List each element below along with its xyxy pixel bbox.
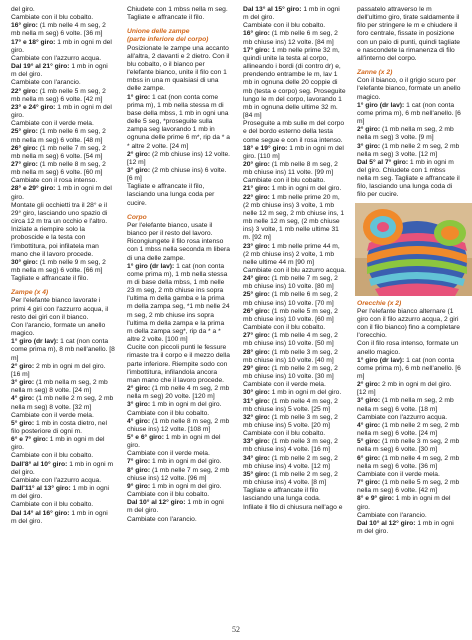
round-label: 3° giro: xyxy=(127,166,151,174)
instruction-line xyxy=(127,45,231,94)
instruction-text: 1 mb in ogni m del giro. Chiudete con 1 mbss nella m seg. Tagliate e affrancate il filo, lasciando una lunga coda di filo per cucire. xyxy=(357,158,460,199)
instruction-text: (1 mb nelle 2 m seg, 2 mb nella m seg) 8 volte. [32 m] xyxy=(11,395,114,411)
instruction-line xyxy=(357,422,461,438)
instruction-line xyxy=(243,243,347,267)
instruction-line xyxy=(357,455,461,471)
instruction-text: Per l'elefante bianco alternare (1 giro con il filo azzurro acqua, 2 giri con il filo bianco) fino a completare l'orecchio. xyxy=(357,307,460,340)
instruction-line xyxy=(357,397,461,413)
instruction-line xyxy=(357,495,461,511)
instruction-line xyxy=(357,479,461,495)
instruction-line xyxy=(127,410,231,418)
round-label: 33° giro: xyxy=(243,438,270,446)
section-heading: Zanne (x 2) xyxy=(357,69,393,77)
instruction-text: 1 mb in ogni m del giro. xyxy=(150,482,222,490)
instruction-line xyxy=(243,308,347,324)
instruction-text: Con l'arancio, formate un anello magico. xyxy=(11,321,106,338)
instruction-line xyxy=(243,332,347,348)
instruction-text: (1 mb nelle 3 m seg, 2 mb chiuse ins) 4 volte. [16 m] xyxy=(243,438,338,454)
instruction-line xyxy=(243,161,347,177)
round-label: 30° giro: xyxy=(243,389,270,397)
instruction-line xyxy=(127,385,231,401)
instruction-line xyxy=(11,461,115,477)
instruction-text: 1 cat (non conta come prima m), 1 mb nella stessa m di base della mbss, 1 mb in ogni una delle 5 seg, *proseguite sulla zampa seg lavorando 1 mb in ognuna delle prime 6 m*, rip da * a * altre 2 volte. [24 m] xyxy=(127,93,230,150)
instruction-line xyxy=(11,322,115,338)
section-heading: Unione delle zampe xyxy=(127,28,190,36)
instruction-text: Proseguite a mb sulle m del corpo e del bordo esterno della testa come segue e con il rosa intenso. xyxy=(243,120,345,144)
elephant-ear xyxy=(363,209,403,245)
instruction-line xyxy=(243,398,347,414)
instruction-line xyxy=(127,458,231,466)
instruction-text: Cambiate con il verde mela. xyxy=(11,411,94,419)
section-heading: Zampe (x 4) xyxy=(11,289,49,297)
round-label: 4° giro: xyxy=(11,395,35,403)
instruction-text: Cambiate con l'azzurro acqua. xyxy=(357,413,448,421)
round-label: 3° giro: xyxy=(127,401,151,409)
round-label: 2° giro: xyxy=(357,126,381,134)
round-label: 1° giro (dr lav): xyxy=(127,262,175,270)
round-label: 26° giro: xyxy=(11,144,38,152)
instruction-text: Cambiate con il verde mela. xyxy=(127,450,210,458)
instruction-line xyxy=(127,238,231,262)
instruction-text: Cambiate con il blu cobalto. xyxy=(127,491,210,499)
round-label: 17° e 18° giro: xyxy=(11,38,56,46)
round-label: 16° giro: xyxy=(243,30,270,38)
instruction-line xyxy=(11,63,115,79)
instruction-text: (1 mb nelle 6 m seg, 2 mb chiuse ins) 12 volte. [84 m] xyxy=(243,30,338,46)
round-label: 16° giro: xyxy=(11,22,38,30)
round-label: 25° giro: xyxy=(243,291,270,299)
round-label: 7° giro: xyxy=(357,479,381,487)
instruction-text: 1 mb in ogni m del giro. xyxy=(11,436,105,452)
column-2 xyxy=(127,6,231,524)
round-label: 32° giro: xyxy=(243,413,270,421)
instruction-text: 1 mb in ogni m del giro. xyxy=(11,460,114,476)
instruction-text: (1 mb nelle 2 m seg, 2 mb chiuse ins) 4 volte. [12 m] xyxy=(243,454,338,470)
instruction-line xyxy=(243,30,347,46)
instruction-text: Montate gli occhietti tra il 28° e il 29° giro, lasciando uno spazio di circa 12 m tra un occhio e l'altro. Iniziate a riempire solo la proboscide e la testa con l'imbottitura, poi infilatela man mano che il lavoro procede. xyxy=(11,201,108,258)
round-label: 8° giro: xyxy=(127,466,151,474)
instruction-line xyxy=(11,477,115,485)
instruction-text: (1 mb nelle 5 m seg, 2 mb chiuse ins) 10 volte. [60 m] xyxy=(243,307,338,323)
round-label: Dal 10° al 12° giro: xyxy=(127,499,186,507)
instruction-text: Tagliate e affrancate il filo lasciando una lunga coda. xyxy=(243,487,321,503)
instruction-line xyxy=(11,412,115,420)
instruction-line xyxy=(357,414,461,422)
round-label: 25° giro: xyxy=(11,128,38,136)
instruction-line xyxy=(11,79,115,87)
instruction-text: (1 mb nelle 3 m seg, 2 mb chiuse ins) 5 volte. [20 m] xyxy=(243,413,338,429)
instruction-text: (1 mb nelle 7 m seg, 2 mb chiuse ins) 12 volte. [96 m] xyxy=(127,466,230,482)
instruction-text: Tagliate e affrancate il filo, lasciando una lunga coda per cucire. xyxy=(127,183,215,207)
round-label: 29° giro: xyxy=(243,364,270,372)
round-label: Dall'11° al 13° giro: xyxy=(11,485,71,493)
instruction-line xyxy=(243,47,347,120)
instruction-line xyxy=(127,151,231,167)
instruction-line xyxy=(357,357,461,381)
instruction-line xyxy=(243,185,347,193)
instruction-line xyxy=(357,126,461,142)
instruction-text: (1 mb nelle 6 m seg, 2 mb nella m seg) 6 volte. [48 m] xyxy=(11,128,106,144)
instruction-line xyxy=(127,499,231,515)
instruction-text: 1 mb in ogni m del giro. xyxy=(11,485,110,501)
instruction-text: Cambiate con il blu cobalto. xyxy=(243,324,326,332)
instruction-line xyxy=(127,401,231,409)
instruction-line xyxy=(243,275,347,291)
instruction-line xyxy=(243,389,347,397)
round-label: 3° giro: xyxy=(357,397,381,405)
instruction-text: (1 mb nelle 7 m seg, 2 mb nella m seg) 6 volte. [54 m] xyxy=(11,144,106,160)
round-label: 1° giro: xyxy=(127,93,151,101)
section-heading: Corpo xyxy=(127,213,147,221)
round-label: 24° giro: xyxy=(243,275,270,283)
instruction-text: Con il bianco, o il grigio scuro per l'elefante bianco, formate un anello magico. xyxy=(357,77,461,101)
instruction-text: (1 mb nelle 8 m seg, 2 mb nella m seg) 6 volte. [60 m] xyxy=(11,160,106,177)
round-label: 31° giro: xyxy=(243,397,270,405)
instruction-text: Cambiate con il blu cobalto. xyxy=(243,430,326,438)
instruction-line xyxy=(11,452,115,460)
instruction-text: Cambiate con il verde mela. xyxy=(11,120,94,128)
round-label: 4° giro: xyxy=(127,417,151,425)
instruction-text: Cambiate con il verde mela. xyxy=(243,381,326,389)
round-label: 22° giro: xyxy=(243,193,270,201)
instruction-text: (1 mb nella m seg, 2 mb nella m seg) 8 volte. [24 m] xyxy=(11,379,108,395)
instruction-text: 1 mb in ogni m del giro. xyxy=(269,389,342,397)
instruction-line xyxy=(243,455,347,471)
round-label: 5° giro: xyxy=(357,438,381,446)
instruction-line xyxy=(243,471,347,487)
round-label: 21° giro: xyxy=(243,185,270,193)
section-heading: (parte inferiore del corpo) xyxy=(127,36,209,44)
instruction-line xyxy=(127,222,231,238)
round-label: 28° giro: xyxy=(243,348,270,356)
round-label: 28° e 29° giro: xyxy=(11,185,56,193)
instruction-line xyxy=(243,194,347,243)
round-label: 34° giro: xyxy=(243,454,270,462)
instruction-text: 1 cat (non conta come prima m), 6 mb nell'anello. [6 m] xyxy=(357,101,461,126)
instruction-line xyxy=(127,434,231,450)
instruction-line xyxy=(357,143,461,159)
instruction-text: Cambiate con il blu cobalto. xyxy=(11,14,94,22)
instruction-line xyxy=(11,259,115,283)
instruction-text: Ricongiungete il filo rosa intenso con 1 mbss nella seconda m libera di una delle zampe. xyxy=(127,238,230,262)
round-label: 35° giro: xyxy=(243,470,270,478)
instruction-line xyxy=(357,340,461,356)
instruction-text: Infilate il filo di chiusura nell'ago e xyxy=(243,503,343,511)
instruction-text: Per l'elefante bianco, usate il bianco per il resto del lavoro. xyxy=(127,221,213,238)
instruction-line xyxy=(127,491,231,499)
instruction-text: (1 mb nelle 4 m seg, 2 mb chiuse ins) 5 volte. [25 m] xyxy=(243,397,338,413)
round-label: 6° giro: xyxy=(357,454,381,462)
instruction-line xyxy=(127,344,231,385)
round-label: 23° e 24° giro: xyxy=(11,103,56,111)
instruction-text: 1 mb nelle prime 44 m, (2 mb chiuse ins) 2 volte, 1 mb nelle ultime 44 m [90 m] xyxy=(243,242,340,266)
instruction-line xyxy=(11,55,115,63)
round-label: 27° giro: xyxy=(243,332,270,340)
instruction-text: 1 cat (non conta come prima m), 1 mb nella stessa m di base della mbss, 1 mb nelle 23 m seg, 2 mb chiuse ins sopra l'ultima m della gamba e la prima m della zampa seg, *1 mb nelle 24 m seg, 2 mb chiuse ins sopra l'ultima m della zampa e la prima m della zampa seg*, rip da * a * altre 2 volte. [100 m] xyxy=(127,262,230,344)
instruction-text: (1 mb nelle 5 m seg, 2 mb nella m seg) 6 volte. [42 m] xyxy=(11,87,106,103)
instruction-text: Cambiate con l'arancio. xyxy=(127,515,197,523)
instruction-line xyxy=(11,88,115,104)
instruction-text: 1 mb in ogni m del giro. xyxy=(11,185,112,201)
instruction-line xyxy=(243,414,347,430)
round-label: 2° giro: xyxy=(357,381,381,389)
instruction-line xyxy=(11,128,115,144)
instruction-text: 2 mb in ogni m del giro. [12 m] xyxy=(357,381,452,397)
round-label: 27° giro: xyxy=(11,160,38,168)
instruction-line xyxy=(243,365,347,381)
instruction-text: (1 mb nelle 2 m seg, 2 mb chiuse ins) 4 volte. [8 m] xyxy=(243,470,338,487)
instruction-text: (1 mb nelle 4 m seg, 2 mb nella m seg) 6 volte. [36 m] xyxy=(11,22,106,38)
round-label: 3° giro: xyxy=(357,142,381,150)
instruction-line xyxy=(11,145,115,161)
instruction-line xyxy=(11,297,115,321)
instruction-text: (1 mb nelle 2 m seg, 2 mb chiuse ins) 10 volte. [30 m] xyxy=(243,364,338,381)
instruction-text: Cucite con piccoli punti le fessure rimaste tra il corpo e il mezzo della parte inferiore. Riempite sodo con l'imbottitura, infilandola ancora man mano che il lavoro procede. xyxy=(127,344,230,384)
instruction-text: Cambiate con il verde mela. xyxy=(357,470,440,478)
instruction-line xyxy=(11,202,115,259)
instruction-text: Posizionate le zampe una accanto all'altra, 2 davanti e 2 dietro. Con il blu cobalto, o il bianco per l'elefante bianco, unite il filo con 1 mbss in una m qualsiasi di una delle zampe. xyxy=(127,44,230,93)
instruction-text: 1 mb in ogni m del giro. xyxy=(11,103,112,120)
instruction-line xyxy=(243,120,347,144)
round-label: 20° giro: xyxy=(243,160,270,168)
instruction-text: Cambiate con l'arancio. xyxy=(11,79,81,87)
instruction-text: (1 mb nelle 7 m seg, 2 mb chiuse ins) 10 volte. [80 m] xyxy=(243,275,338,291)
round-label: 23° giro: xyxy=(243,242,270,250)
instruction-text: (1 mb nella m seg, 2 mb nella m seg) 3 volte. [9 m] xyxy=(357,126,454,142)
instruction-line xyxy=(11,39,115,55)
instruction-text: 1 mb in ogni m del giro. [110 m] xyxy=(243,144,344,160)
instruction-text: (1 mb nelle 5 m seg, 2 mb nella m seg) 6 volte. [42 m] xyxy=(357,479,460,495)
instruction-text: 1 mb nelle prime 32 m, quindi unite la testa al corpo, allineando i bordi (di contro dr) e, prendendo entrambe le m, lav 1 mb in ognuna delle 20 coppie di mb (testa e corpo) seg. Proseguite lungo le m del corpo, lavorando 1 mb in ognuna delle ultime 32 m. [84 m] xyxy=(243,46,346,120)
instruction-text: Cambiate con il blu azzurro acqua. xyxy=(243,267,346,274)
instruction-line xyxy=(127,418,231,434)
instruction-line xyxy=(357,381,461,397)
instruction-text: 1 mb in ogni m del giro. xyxy=(150,458,222,466)
round-label: 22° giro: xyxy=(11,87,38,95)
instruction-text: Cambiate con l'arancio. xyxy=(357,511,427,519)
instruction-text: (1 mb nelle 6 m seg, 2 mb chiuse ins) 10 volte. [70 m] xyxy=(243,291,338,307)
instruction-line xyxy=(243,6,347,22)
instruction-line xyxy=(11,510,115,526)
instruction-text: 1 mb nelle prime 20 m, (2 mb chiuse ins) 3 volte, 1 mb nelle 12 m seg, 2 mb chiuse ins, 1 mb nelle 12 m seg, (2 mb chiuse ins) 3 volte, 1 mb nelle ultime 31 m. [92 m] xyxy=(243,193,345,242)
instruction-text: 1 mb in ogni m del giro. xyxy=(127,433,221,450)
page-number: 52 xyxy=(232,625,240,634)
instruction-line xyxy=(127,167,231,183)
instruction-text: Cambiate con il blu cobalto. xyxy=(243,177,326,185)
instruction-line xyxy=(11,379,115,395)
instruction-text: (1 mb nelle 4 m seg, 2 mb nella m seg) 20 volte. [120 m] xyxy=(127,385,230,401)
round-label: 2° giro: xyxy=(127,150,151,158)
instruction-text: 2 mb in ogni m del giro. [16 m] xyxy=(11,362,106,378)
instruction-text: (1 mb nelle 8 m seg, 2 mb chiuse ins) 11 volte. [99 m] xyxy=(243,160,338,177)
instruction-line xyxy=(11,436,115,452)
instruction-line xyxy=(357,512,461,520)
instruction-line xyxy=(11,6,115,14)
elephant-foot xyxy=(434,220,466,246)
instruction-line xyxy=(357,6,461,63)
instruction-line xyxy=(357,520,461,536)
instruction-line xyxy=(243,504,347,512)
round-label: 6° e 7° giro: xyxy=(11,436,48,444)
instruction-text: (1 mb nelle 2 m seg, 2 mb nella m seg) 3 volte. [12 m] xyxy=(357,142,460,158)
round-label: 9° giro: xyxy=(127,482,151,490)
instruction-text: (1 mb nella m seg, 2 mb nella m seg) 6 volte. [18 m] xyxy=(357,397,454,413)
instruction-line xyxy=(243,487,347,503)
round-label: 18° e 19° giro: xyxy=(243,144,288,152)
instruction-line xyxy=(11,104,115,120)
instruction-text: (1 mb nelle 4 m seg, 2 mb nella m seg) 6 volte. [36 m] xyxy=(357,454,460,470)
column-3 xyxy=(243,6,347,512)
instruction-line xyxy=(11,420,115,436)
round-label: 5° e 6° giro: xyxy=(127,433,164,441)
instruction-text: Chiudete con 1 mbss nella m seg. Tagliate e affrancate il filo. xyxy=(127,6,228,22)
instruction-text: (1 mb nelle 8 m seg, 2 mb chiuse ins) 12 volte. [108 m] xyxy=(127,417,230,433)
instruction-text: 1 mb in ogni m del giro. xyxy=(243,6,340,22)
instruction-line xyxy=(11,363,115,379)
round-label: 30° giro: xyxy=(11,258,38,266)
round-label: 17° giro: xyxy=(243,46,270,54)
instruction-line xyxy=(243,267,347,275)
instruction-line xyxy=(357,438,461,454)
instruction-text: (1 mb nelle 2 m seg, 2 mb nella m seg) 6 volte. [24 m] xyxy=(357,421,460,438)
instruction-text: 1 mb in ogni m del giro. xyxy=(11,63,108,79)
instruction-text: Con il filo rosa intenso, formate un anello magico. xyxy=(357,340,459,356)
instruction-line xyxy=(127,94,231,151)
instruction-line xyxy=(127,183,231,207)
round-label: Dal 19° al 21° giro: xyxy=(11,63,70,71)
instruction-line xyxy=(127,483,231,491)
round-label: 1° giro (dr lav): xyxy=(357,356,405,364)
instruction-text: (2 mb chiuse ins) 6 volte. [6 m] xyxy=(127,166,227,183)
amigurumi-photo xyxy=(355,203,472,296)
instruction-text: Cambiate con il blu cobalto. xyxy=(11,452,94,460)
round-label: 8° e 9° giro: xyxy=(357,495,394,503)
round-label: 2° giro: xyxy=(127,385,151,393)
instruction-line xyxy=(11,185,115,201)
instruction-line xyxy=(11,395,115,411)
instruction-text: Cambiate con il blu cobalto. xyxy=(11,501,94,509)
instruction-text: (2 mb chiuse ins) 12 volte. [12 m] xyxy=(127,150,231,166)
instruction-line xyxy=(127,6,231,22)
instruction-text: (1 mb nelle 4 m seg, 2 mb chiuse ins) 10 volte. [50 m] xyxy=(243,332,338,348)
instruction-line xyxy=(127,516,231,524)
crochet-elephant-image xyxy=(355,203,472,296)
instruction-line xyxy=(357,159,461,200)
instruction-text: (1 mb nelle 9 m seg, 2 mb nella m seg) 6 volte. [66 m] Tagliate e affrancate il filo. xyxy=(11,258,106,283)
instruction-line xyxy=(243,291,347,307)
instruction-text: 1 mb in ogni m del giro. xyxy=(127,499,224,515)
instruction-text: Cambiate con il blu cobalto. xyxy=(127,409,210,417)
column-4 xyxy=(357,6,461,536)
round-label: Dall'8° al 10° giro: xyxy=(11,460,68,468)
instruction-text: passatelo attraverso le m dell'ultimo giro, tirate saldamente il filo per stringere le m e chiudere il foro centrale, fissate in posizione con un paio di punti, quindi tagliate e nascondete la rimanenza di filo all'interno del corpo. xyxy=(357,6,460,62)
instruction-line xyxy=(357,102,461,126)
instruction-line xyxy=(11,161,115,177)
instruction-text: (1 mb nelle 3 m seg, 2 mb nella m seg) 6 volte. [30 m] xyxy=(357,438,460,454)
instruction-text: 1 mb in ogni m del giro. xyxy=(150,401,222,409)
section-heading: Orecchie (x 2) xyxy=(357,299,402,307)
round-label: 3° giro: xyxy=(11,379,35,387)
instruction-text: del giro. xyxy=(11,6,35,13)
instruction-text: 1 mb in ogni m del giro. xyxy=(357,495,451,511)
instruction-text: 1 cat (non conta come prima m), 8 mb nell'anello. [8 m] xyxy=(11,338,115,362)
round-label: 2° giro: xyxy=(11,362,35,370)
instruction-text: 1 mb in ogni m del giro. xyxy=(11,509,108,525)
round-label: 5° giro: xyxy=(11,419,35,427)
round-label: Dal 5° al 7° giro: xyxy=(357,158,409,166)
instruction-text: 1 cat (non conta come prima m), 6 mb nell'anello. [6 m] xyxy=(357,356,461,380)
instruction-line xyxy=(357,471,461,479)
instruction-text: 1 mb in ogni m del giro. xyxy=(269,185,342,193)
instruction-line xyxy=(127,263,231,345)
instruction-text: 1 mb in ogni m del giro. xyxy=(11,38,112,54)
round-label: 1° giro (dr lav): xyxy=(11,338,59,346)
instruction-line xyxy=(11,485,115,501)
round-label: Dal 14° al 16° giro: xyxy=(11,509,70,517)
round-label: 1° giro (dr lav): xyxy=(357,101,405,109)
instruction-line xyxy=(243,349,347,365)
instruction-text: Cambiate con il blu cobalto. xyxy=(243,22,326,30)
instruction-text: 1 mb in ogni m del giro. xyxy=(357,519,454,535)
instruction-line xyxy=(11,22,115,38)
instruction-line xyxy=(11,338,115,362)
instruction-line xyxy=(243,438,347,454)
instruction-line xyxy=(243,145,347,161)
instruction-text: Cambiate con l'azzurro acqua. xyxy=(11,54,102,62)
instruction-line xyxy=(127,467,231,483)
column-1 xyxy=(11,6,115,526)
instruction-line xyxy=(357,77,461,101)
round-label: Dal 10° al 12° giro: xyxy=(357,519,416,527)
instruction-text: (1 mb nelle 3 m seg, 2 mb chiuse ins) 10 volte. [40 m] xyxy=(243,348,338,364)
instruction-text: Cambiate con l'azzurro acqua. xyxy=(11,476,102,484)
round-label: 26° giro: xyxy=(243,307,270,315)
instruction-line xyxy=(11,501,115,509)
instruction-text: 1 mb in costa dietro, nel filo posteriore di ogni m. xyxy=(11,419,107,435)
round-label: Dal 13° al 15° giro: xyxy=(243,6,302,13)
round-label: 4° giro: xyxy=(357,421,381,429)
instruction-text: Cambiate con il rosa intenso. xyxy=(11,177,98,185)
round-label: 7° giro: xyxy=(127,458,151,466)
instruction-line xyxy=(357,308,461,341)
instruction-text: Per l'elefante bianco lavorate i primi 4 giri con l'azzurro acqua, il resto dei giri con il bianco. xyxy=(11,297,109,321)
